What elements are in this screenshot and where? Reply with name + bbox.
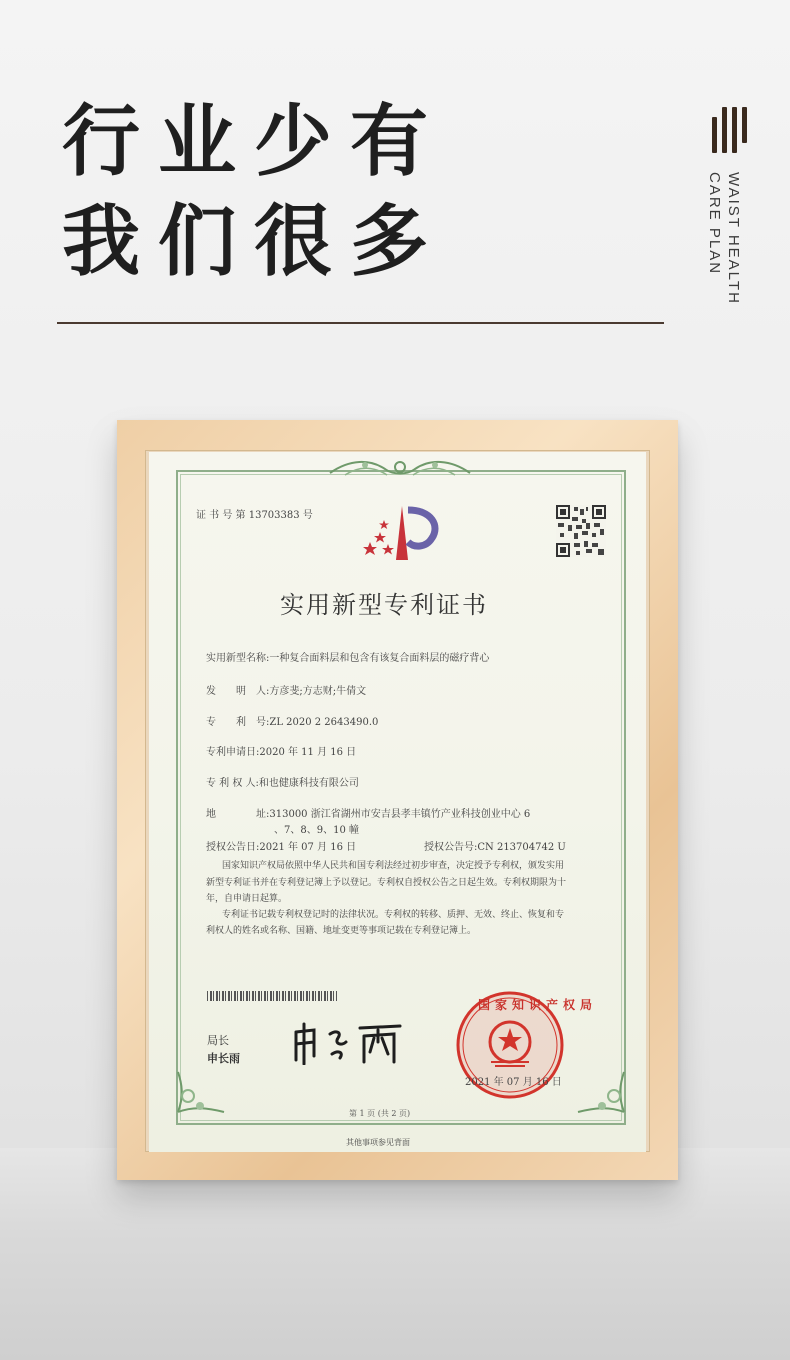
corner-ornament-icon bbox=[568, 1066, 628, 1116]
headline-line-2: 我们很多 bbox=[62, 197, 447, 287]
footer-note: 其他事项参见背面 bbox=[346, 1138, 410, 1147]
paragraph-line: 专利证书记载专利权登记时的法律状况。专利权的转移、质押、无效、终止、恢复和专 bbox=[222, 910, 565, 920]
corner-ornament-icon bbox=[174, 1066, 234, 1116]
certificate-number: 证 书 号 第 13703383 号 bbox=[196, 510, 313, 521]
field-value: 2020 年 11 月 16 日 bbox=[259, 747, 357, 758]
field-row bbox=[206, 838, 356, 853]
field-value: ZL 2020 2 2643490.0 bbox=[269, 717, 379, 728]
field-row bbox=[206, 682, 366, 697]
field-row bbox=[206, 805, 530, 820]
signer-name: 申长雨 bbox=[207, 1052, 240, 1065]
divider bbox=[57, 322, 664, 324]
field-row bbox=[206, 774, 359, 789]
barcode bbox=[207, 991, 337, 1001]
field-value: 313000 浙江省湖州市安吉县孝丰镇竹产业科技创业中心 6 bbox=[269, 809, 531, 820]
field-value: 和也健康科技有限公司 bbox=[258, 778, 359, 789]
headline bbox=[62, 92, 446, 292]
seal-text: 国家知识产权局 bbox=[478, 998, 598, 1012]
field-label: 发 明 人: bbox=[206, 686, 270, 697]
field-row-continued bbox=[274, 821, 359, 836]
field-label: 地 址: bbox=[206, 809, 270, 820]
field-label: 授权公告日: bbox=[206, 842, 260, 853]
brand-tagline bbox=[705, 172, 743, 305]
brand-tagline-line-1: WAIST HEALTH bbox=[725, 172, 742, 305]
certificate-title: 实用新型专利证书 bbox=[280, 591, 488, 619]
paragraph-line: 年，自申请日起算。 bbox=[206, 894, 288, 904]
field-row bbox=[206, 743, 356, 758]
seal-date: 2021 年 07 月 16 日 bbox=[465, 1077, 562, 1088]
field-label: 实用新型名称: bbox=[206, 653, 270, 664]
qr-code-icon bbox=[556, 505, 606, 557]
field-label: 专利申请日: bbox=[206, 747, 260, 758]
field-value: CN 213704742 U bbox=[477, 842, 566, 853]
patent-office-logo-icon bbox=[362, 502, 442, 562]
brand-tagline-line-2: CARE PLAN bbox=[706, 172, 723, 276]
paragraph-line: 新型专利证书并在专利登记簿上予以登记。专利权自授权公告之日起生效。专利权期限为十 bbox=[206, 878, 567, 888]
paragraph-line: 国家知识产权局依照中华人民共和国专利法经过初步审查，决定授予专利权，颁发实用 bbox=[222, 861, 565, 871]
field-value: 一种复合面料层和包含有该复合面料层的磁疗背心 bbox=[269, 653, 490, 664]
field-value: 、7、8、9、10 幢 bbox=[274, 825, 359, 836]
field-row bbox=[206, 713, 378, 728]
signer-title: 局长 bbox=[207, 1034, 229, 1047]
field-row bbox=[206, 649, 489, 664]
field-value: 2021 年 07 月 16 日 bbox=[259, 842, 357, 853]
brand-logo-icon bbox=[712, 107, 746, 153]
top-ornament-icon bbox=[325, 455, 475, 481]
field-label: 专 利 号: bbox=[206, 717, 270, 728]
page-number: 第 1 页 (共 2 页) bbox=[349, 1109, 411, 1118]
headline-line-1: 行业少有 bbox=[62, 97, 447, 187]
field-label: 专 利 权 人: bbox=[206, 778, 259, 789]
field-value: 方彦斐;方志财;牛倩文 bbox=[269, 686, 367, 697]
signature-icon bbox=[290, 1020, 405, 1065]
field-row bbox=[424, 838, 566, 853]
paragraph-line: 利权人的姓名或名称、国籍、地址变更等事项记载在专利登记簿上。 bbox=[206, 926, 477, 936]
field-label: 授权公告号: bbox=[424, 842, 478, 853]
